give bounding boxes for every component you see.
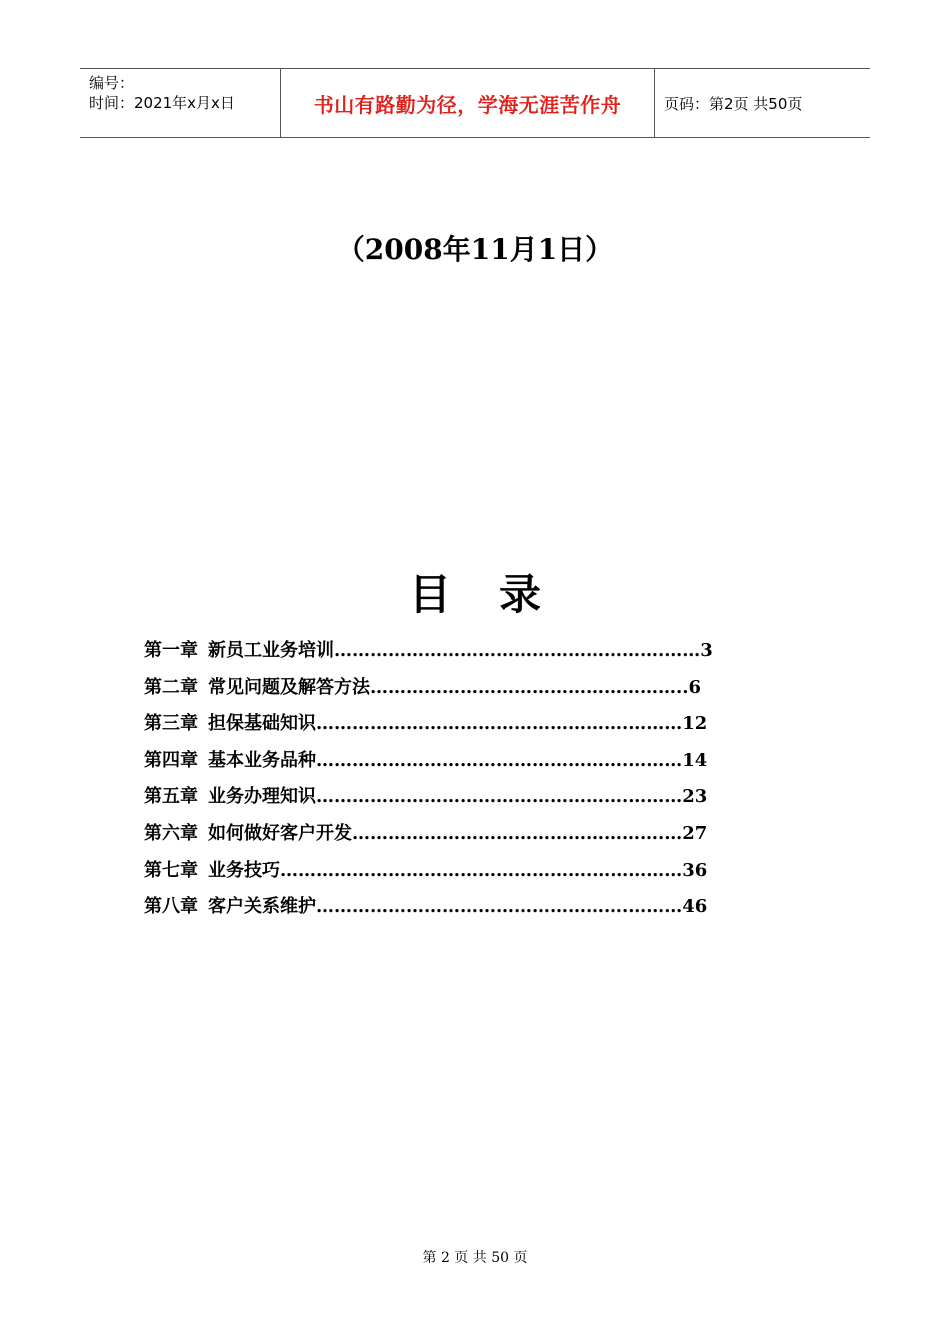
header-motto: 书山有路勤为径，学海无涯苦作舟 bbox=[281, 69, 655, 137]
toc-page: .6 bbox=[682, 676, 702, 698]
toc-item[interactable] bbox=[144, 709, 784, 746]
toc-page: 14 bbox=[682, 749, 708, 771]
toc-leader: …………………………………………….……… bbox=[316, 713, 683, 735]
toc-chapter: 第八章 bbox=[144, 896, 198, 918]
toc-leader: …………………………………………….…………… bbox=[280, 859, 683, 881]
table-of-contents bbox=[144, 636, 784, 929]
toc-item-title: 常见问题及解答方法 bbox=[208, 676, 370, 698]
toc-leader: ……………………………………………….…… bbox=[334, 640, 701, 661]
toc-item[interactable] bbox=[144, 892, 784, 929]
toc-page: 27 bbox=[682, 822, 708, 844]
toc-item-title: 业务办理知识 bbox=[208, 786, 316, 808]
toc-page: 46 bbox=[682, 896, 708, 918]
toc-item[interactable] bbox=[144, 856, 784, 893]
toc-chapter: 第一章 bbox=[144, 640, 198, 661]
toc-item[interactable] bbox=[144, 636, 784, 673]
toc-page: 23 bbox=[682, 786, 708, 808]
toc-item-title: 业务技巧 bbox=[208, 859, 280, 881]
time-label: 时间：2021年x月x日 bbox=[89, 94, 235, 112]
toc-leader: …………………………………………….… bbox=[352, 822, 683, 844]
toc-page: 12 bbox=[682, 713, 708, 735]
number-label: 编号： bbox=[89, 74, 135, 92]
toc-chapter: 第四章 bbox=[144, 749, 198, 771]
toc-leader: …………………………………………….……… bbox=[316, 896, 683, 918]
toc-leader: ……………………………………………. bbox=[370, 676, 683, 698]
toc-item[interactable] bbox=[144, 819, 784, 856]
toc-item[interactable] bbox=[144, 746, 784, 783]
toc-leader: …………………………………………….……… bbox=[316, 786, 683, 808]
toc-item[interactable] bbox=[144, 782, 784, 819]
header-meta bbox=[80, 69, 281, 137]
toc-chapter: 第五章 bbox=[144, 786, 198, 808]
toc-page: 36 bbox=[682, 859, 708, 881]
toc-leader: …………………………………………….……… bbox=[316, 749, 683, 771]
toc-item[interactable] bbox=[144, 673, 784, 710]
toc-item-title: 基本业务品种 bbox=[208, 749, 316, 771]
toc-title: 目录 bbox=[408, 570, 589, 619]
header-page-info: 页码：第2页 共50页 bbox=[664, 94, 803, 113]
toc-item-title: 新员工业务培训 bbox=[208, 640, 334, 661]
toc-page: 3 bbox=[700, 640, 713, 661]
document-date: （2008年11月1日） bbox=[336, 233, 614, 266]
toc-item-title: 客户关系维护 bbox=[208, 896, 316, 918]
toc-item-title: 如何做好客户开发 bbox=[208, 822, 352, 844]
toc-item-title: 担保基础知识 bbox=[208, 713, 316, 735]
toc-chapter: 第七章 bbox=[144, 859, 198, 881]
toc-chapter: 第二章 bbox=[144, 676, 198, 698]
toc-chapter: 第三章 bbox=[144, 713, 198, 735]
page-footer: 第 2 页 共 50 页 bbox=[422, 1250, 528, 1266]
page-header bbox=[80, 68, 870, 138]
toc-chapter: 第六章 bbox=[144, 822, 198, 844]
